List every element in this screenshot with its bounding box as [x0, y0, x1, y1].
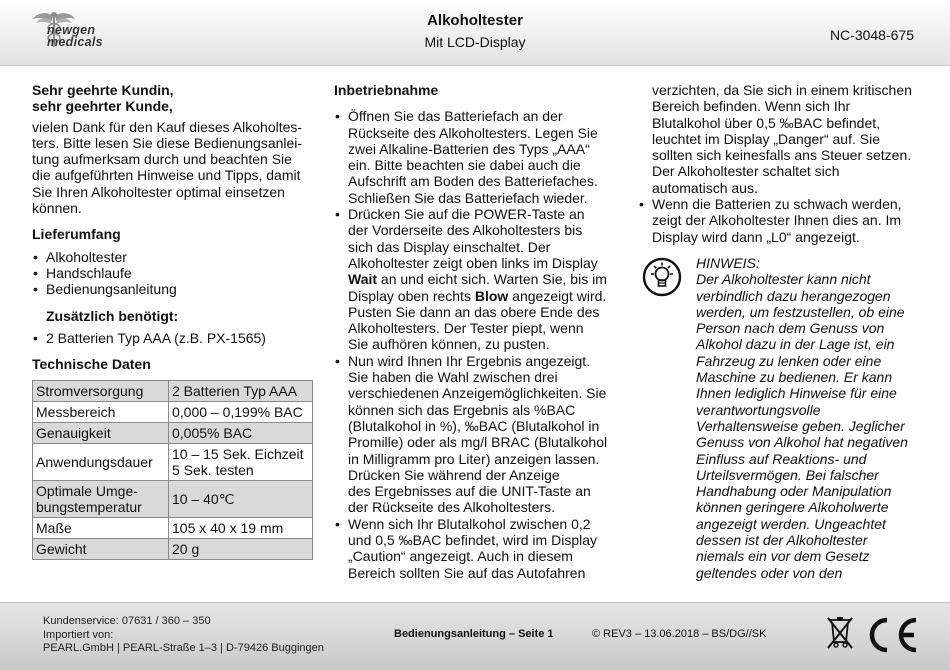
- hint-line: werden, um festzustellen, ob eine: [696, 303, 905, 320]
- continued-paragraph: [638, 82, 922, 196]
- text-line: [348, 288, 620, 304]
- hint-line: Maschine zu bedienen. Er kann: [696, 369, 893, 386]
- table-cell-value: 105 x 40 x 19 mm: [169, 518, 313, 539]
- list-item: [638, 196, 922, 245]
- text-line: „Caution“ angezeigt. Auch in diesem: [348, 548, 573, 565]
- text-line: Aufschrift am Boden des Batteriefaches.: [348, 173, 598, 190]
- column-middle: [334, 82, 620, 581]
- text-span: angezeigt wird.: [508, 287, 607, 304]
- document-subtitle: Mit LCD-Display: [424, 34, 526, 50]
- text-line: • Wenn die Batterien zu schwach werden,: [652, 196, 902, 213]
- hint-line: Alkohol dazu in der Lage ist, ein: [696, 336, 895, 353]
- table-cell-value: 2 Batterien Typ AAA: [169, 381, 313, 402]
- text-line: • Wenn sich Ihr Blutalkohol zwischen 0,2: [348, 515, 591, 532]
- text-line: leuchtet im Display „Danger“ auf. Sie: [652, 130, 880, 147]
- blow-label: Blow: [474, 287, 509, 304]
- text-line: (Blutalkohol in %), ‰BAC (Blutalkohol in: [348, 417, 600, 434]
- text-span: an und eicht sich. Warten Sie, bis im: [377, 271, 607, 288]
- setup-list: [334, 108, 620, 581]
- text-span: Display oben rechts: [348, 287, 475, 304]
- table-row: [33, 381, 313, 402]
- document-title: Alkoholtester: [427, 12, 523, 29]
- intro-line: Sie Ihren Alkoholtester optimal einsetzen: [32, 183, 285, 200]
- hint-line: geltendes oder von den: [696, 564, 843, 581]
- scope-heading: Lieferumfang: [32, 226, 121, 243]
- text-line: Bereich befinden. Wenn sich Ihr: [652, 98, 851, 115]
- hint-line: Verhaltensweise geben. Jeglicher: [696, 417, 905, 434]
- text-line: Sie aufhören können, zu pusten.: [348, 336, 550, 353]
- logo-word-2: medicals: [47, 35, 103, 49]
- text-line: automatisch aus.: [652, 179, 758, 196]
- table-cell-key: Anwendungsdauer: [33, 444, 169, 481]
- table-cell-value: 20 g: [169, 539, 313, 560]
- footer-revision: © REV3 – 13.06.2018 – BS/DG//SK: [592, 628, 767, 640]
- hint-line: dessen ist der Alkoholtester: [696, 532, 868, 549]
- tech-table: [32, 380, 313, 560]
- table-cell-value: 10 – 40℃: [169, 481, 313, 518]
- hint-line: können geringere Alkoholwerte: [696, 499, 889, 516]
- text-line: [348, 271, 620, 287]
- text-line: Promille) oder als mg/l BRAC (Blutalkohol: [348, 434, 608, 451]
- hint-line: verbindlich dazu herangezogen: [696, 287, 891, 304]
- cell-line: 10 – 15 Sek. Eichzeit: [172, 446, 304, 463]
- hint-line: Handhabung oder Manipulation: [696, 483, 892, 500]
- table-row: [33, 423, 313, 444]
- list-item: • Handschlaufe: [32, 265, 314, 281]
- ce-mark-icon: [862, 616, 920, 654]
- text-line: Drücken Sie während der Anzeige: [348, 466, 560, 483]
- logo-word-1: newgen: [47, 23, 96, 37]
- text-line: Blutalkohol über 0,5 ‰BAC befindet,: [652, 114, 881, 131]
- footer-service: Kundenservice: 07631 / 360 – 350: [43, 615, 211, 627]
- footer-page-label: Bedienungsanleitung – Seite 1: [394, 628, 554, 640]
- text-line: des Ergebnisses auf die UNIT-Taste an: [348, 483, 591, 500]
- text-line: zwei Alkaline-Batterien des Typs „AAA“: [348, 140, 590, 157]
- text-line: verschiedenen Anzeigemöglichkeiten. Sie: [348, 385, 607, 402]
- text-line: Alkoholtesters. Der Tester piept, wenn: [348, 320, 584, 337]
- hint-line: Urteilsvermögen. Bei falscher: [696, 466, 879, 483]
- table-cell-key: Maße: [33, 518, 169, 539]
- table-cell-key: Messbereich: [33, 402, 169, 423]
- hint-line: Genuss von Alkohol hat negativen: [696, 434, 908, 451]
- hint-body: [638, 255, 922, 581]
- text-line: • Drücken Sie auf die POWER-Taste an: [348, 206, 585, 223]
- list-item: [334, 108, 620, 206]
- text-line: Pusten Sie dann an das obere Ende des: [348, 303, 600, 320]
- hint-line: Person nach dem Genuss von: [696, 320, 885, 337]
- text-line: und 0,5 ‰BAC befindet, wird im Display: [348, 532, 597, 549]
- intro-line: vielen Dank für den Kauf dieses Alkoholtes-: [32, 118, 303, 135]
- setup-heading: Inbetriebnahme: [334, 82, 439, 98]
- table-row: [33, 481, 313, 518]
- page-footer: [0, 602, 950, 670]
- table-row: [33, 444, 313, 481]
- cell-line: 5 Sek. testen: [172, 462, 254, 479]
- intro-line: die aufgeführten Hinweise und Tipps, damit: [32, 167, 301, 184]
- table-cell-value: 0,005% BAC: [169, 423, 313, 444]
- table-cell-key: Genauigkeit: [33, 423, 169, 444]
- text-line: ein. Bitte beachten sie dabei auch die: [348, 157, 581, 174]
- table-cell-key: [33, 481, 169, 518]
- hint-line: Einfluss auf Reaktions- und: [696, 450, 867, 467]
- column-left: [32, 82, 314, 560]
- greeting-line-1: Sehr geehrte Kundin,: [32, 82, 174, 98]
- table-row: [33, 518, 313, 539]
- text-line: können sich das Ergebnis als %BAC: [348, 401, 576, 418]
- hint-line: niemals ein vor dem Gesetz: [696, 548, 870, 565]
- scope-list: [32, 249, 314, 298]
- page-header: [0, 0, 950, 66]
- text-line: der Rückseite des Alkoholtesters.: [348, 499, 555, 516]
- hint-line: Der Alkoholtester kann nicht: [696, 271, 871, 288]
- cell-line: Optimale Umge-: [36, 483, 138, 500]
- hint-line: Fahrzeug zu lenken oder eine: [696, 352, 882, 369]
- hint-line: angezeigt werden. Ungeachtet: [696, 515, 886, 532]
- text-line: Display wird dann „L0“ angezeigt.: [652, 228, 860, 245]
- hint-line: Ihnen lediglich Hinweise für eine: [696, 385, 897, 402]
- table-cell-value: 0,000 – 0,199% BAC: [169, 402, 313, 423]
- table-cell-key: Stromversorgung: [33, 381, 169, 402]
- hint-box: [638, 255, 922, 581]
- list-item: [334, 516, 620, 581]
- wait-label: Wait: [348, 271, 378, 288]
- intro-line: ters. Bitte lesen Sie diese Bedienungsanlei-: [32, 134, 303, 151]
- text-line: Bereich sollten Sie auf das Autofahren: [348, 564, 586, 581]
- battery-list: [638, 196, 922, 245]
- text-line: Rückseite des Alkoholtesters. Legen Sie: [348, 124, 598, 141]
- product-code: NC-3048-675: [829, 27, 914, 43]
- text-line: Sie haben die Wahl zwischen drei: [348, 369, 558, 386]
- table-cell-value: [169, 444, 313, 481]
- lightbulb-hint-icon: [642, 257, 682, 297]
- table-row: [33, 539, 313, 560]
- required-heading: Zusätzlich benötigt:: [46, 307, 179, 324]
- required-list: [32, 330, 314, 346]
- tech-heading: Technische Daten: [32, 356, 151, 373]
- table-row: [33, 402, 313, 423]
- list-item: • 2 Batterien Typ AAA (z.B. PX-1565): [32, 330, 314, 346]
- text-line: Der Alkoholtester schaltet sich: [652, 163, 840, 180]
- text-line: sich das Display einschaltet. Der: [348, 238, 551, 255]
- footer-contact: [43, 615, 324, 656]
- list-item: • Alkoholtester: [32, 249, 314, 265]
- text-line: in Milligramm pro Liter) anzeigen lassen.: [348, 450, 600, 467]
- footer-importer: Importiert von:: [43, 628, 114, 641]
- list-item: • Bedienungsanleitung: [32, 281, 314, 297]
- text-line: Alkoholtester zeigt oben links im Display: [348, 254, 598, 271]
- table-cell-key: Gewicht: [33, 539, 169, 560]
- weee-bin-icon: [826, 614, 854, 652]
- greeting-line-2: sehr geehrter Kunde,: [32, 98, 173, 115]
- hint-line: verantwortungsvolle: [696, 401, 821, 418]
- text-line: verzichten, da Sie sich in einem kritischen: [652, 82, 912, 98]
- footer-address: PEARL.GmbH | PEARL-Straße 1–3 | D-79426 Buggingen: [43, 642, 324, 654]
- text-line: Schließen Sie das Batteriefach wieder.: [348, 189, 588, 206]
- text-line: der Vorderseite des Alkoholtesters bis: [348, 222, 583, 239]
- list-item: [334, 353, 620, 516]
- intro-line: können.: [32, 200, 82, 217]
- text-line: zeigt der Alkoholtester Ihnen dies an. Im: [652, 212, 902, 229]
- intro-line: tung aufmerksam durch und beachten Sie: [32, 151, 292, 168]
- column-right: [638, 82, 922, 581]
- text-line: sollten sich keinesfalls ans Steuer setzen.: [652, 147, 912, 164]
- text-line: • Nun wird Ihnen Ihr Ergebnis angezeigt.: [348, 352, 591, 369]
- text-line: • Öffnen Sie das Batteriefach an der: [348, 108, 563, 125]
- cell-line: bungstemperatur: [36, 499, 142, 516]
- list-item: [334, 206, 620, 353]
- intro-paragraph: [32, 119, 314, 217]
- hint-title: HINWEIS:: [696, 254, 760, 271]
